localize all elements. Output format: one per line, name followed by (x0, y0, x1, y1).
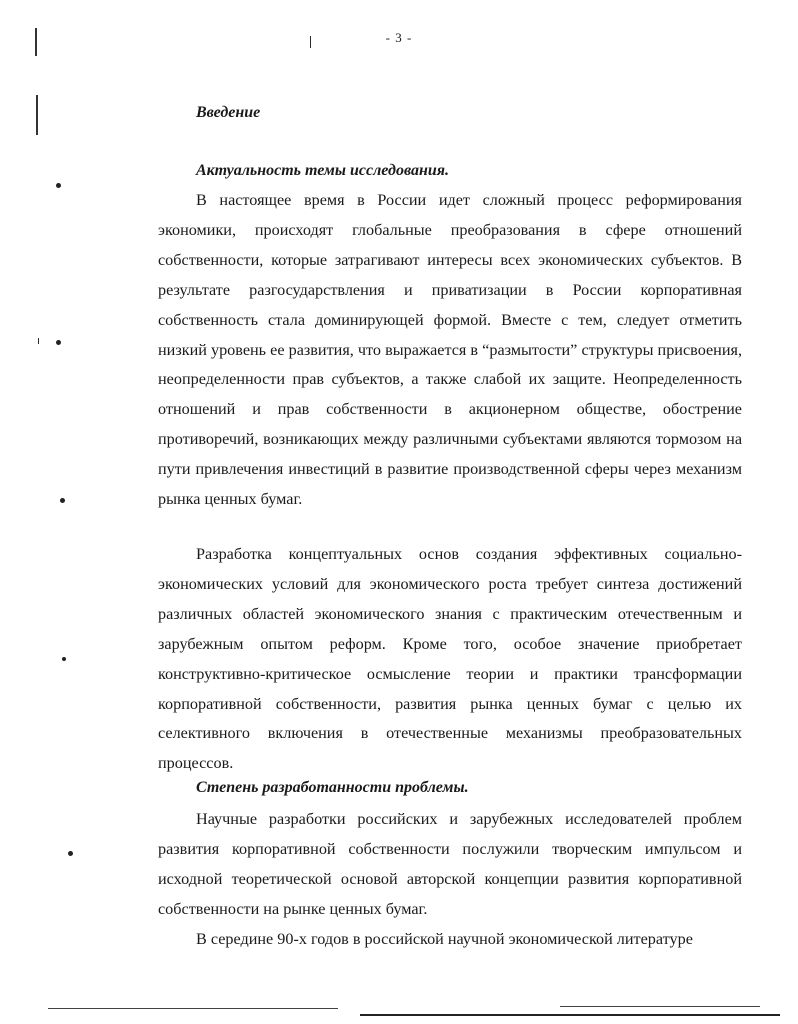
section-heading-degree: Степень разработанности проблемы. (196, 779, 469, 796)
binder-hole-mark (56, 183, 61, 188)
paragraph-degree-1: Научные разработки российских и зарубежных исследователей проблем развития корпоративной собственности послужили творческим импульсом и исходной теоретической основой авторской концепции развития корпоративной собственности на рынке ценных бумаг. (158, 810, 742, 918)
scan-edge-line (36, 95, 38, 135)
bottom-scan-rule (560, 1006, 760, 1007)
binder-hole-mark (56, 340, 61, 345)
binder-hole-mark (68, 851, 73, 856)
binder-hole-mark (60, 498, 65, 503)
paragraph-relevance-2: Разработка концептуальных основ создания эффективных социально-экономических условий для экономического роста требует синтеза достижений различных областей экономического знания с практическим отечественным и зарубежным опытом реформ. Кроме того, особое значение приобретает конструктивно-критическое осмысление теории и практики трансформации корпоративной собственности, развития рынка ценных бумаг с целью их селективного включения в отечественные механизмы преобразовательных процессов. (158, 545, 742, 773)
section-heading-introduction: Введение (196, 104, 261, 121)
bottom-scan-rule (48, 1008, 338, 1009)
page-number: - 3 - (385, 30, 413, 45)
paragraph-degree-2: В середине 90-х годов в российской научной экономической литературе (196, 930, 693, 948)
scan-mark (38, 338, 39, 344)
section-heading-relevance: Актуальность темы исследования. (196, 162, 449, 179)
bottom-scan-rule (360, 1014, 780, 1016)
paragraph-relevance-1: В настоящее время в России идет сложный процесс реформирования экономики, происходят глобальные преобразования в сфере отношений собственности, которые затрагивают интересы всех экономических субъектов. В результате разгосударствления и приватизации в России корпоративная собственность стала доминирующей формой. Вместе с тем, следует отметить низкий уровень ее развития, что выражается в “размытости” структуры присвоения, неопределенности прав субъектов, а также слабой их защите. Неопределенность отношений и прав собственности в акционерном обществе, обострение противоречий, возникающих между различными субъектами являются тормозом на пути привлечения инвестиций в развитие производственной сферы через механизм рынка ценных бумаг. (158, 191, 742, 509)
binder-hole-mark (62, 657, 66, 661)
